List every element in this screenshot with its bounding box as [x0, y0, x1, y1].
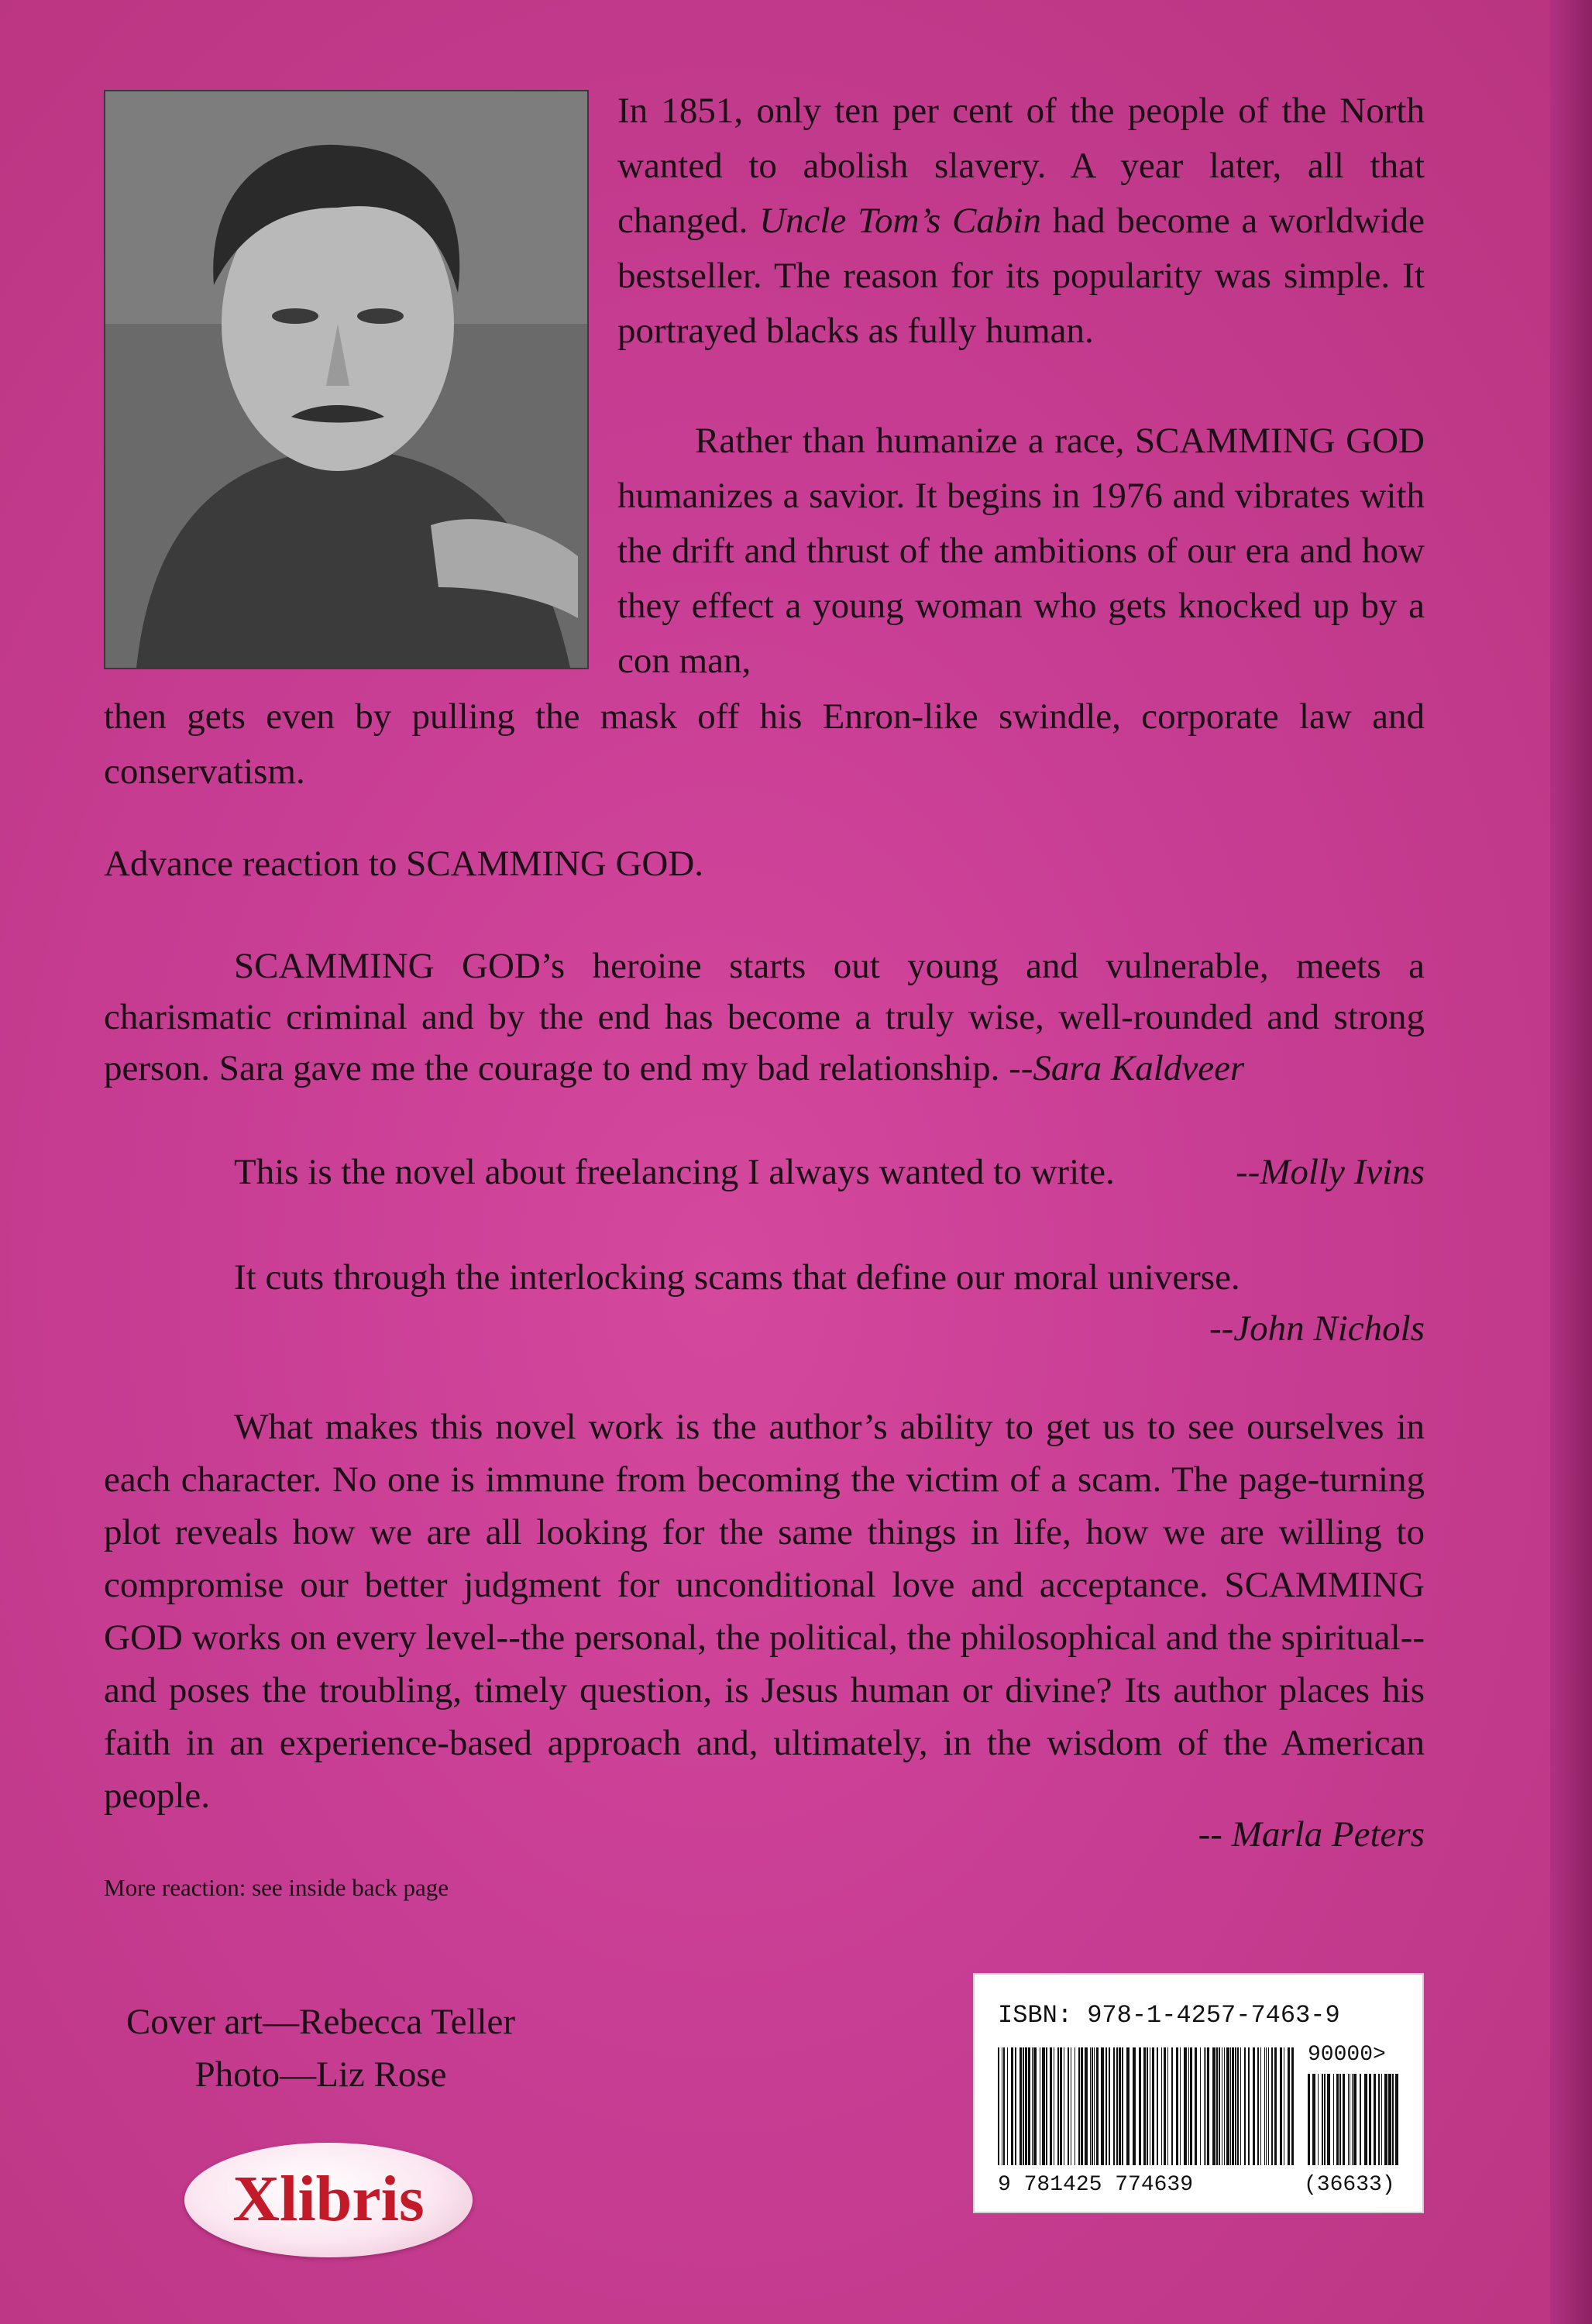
back-cover: In 1851, only ten per cent of the people of the North wanted to abolish slavery. A year later, all that changed. Uncle Tom’s Cabin had become a worldwide bestseller. The reason for its popularity was simple. It portrayed blacks as fully human. Rather than humanize a race, SCAMMING GOD humanizes a savior. It begins in 1976 and vibrates with the drift and thrust of the ambitions of our era and how they effect a young woman who gets knocked up by a con man, then gets even by pulling the mask off his Enron-like swindle, corporate law and conservatism. Advance reaction to SCAMMING GOD. SCAMMING GOD’s heroine starts out young and vulnerable, meets a charismatic criminal and by the end has become a truly wise, well-rounded and strong person. Sara gave me the courage to end my bad relationship. --Sara Kaldveer This is the novel about freelancing I always wanted to write. --Molly Ivins It cuts through the interlocking scams that define our moral universe. --John Nichols What makes this novel work is the author’s ability to get us to see ourselves in each character. No one is immune from becoming the victim of a scam. The page-turning plot reveals how we are all looking for the same things in life, how we are willing to compromise our better judgment for unconditional love and acceptance. SCAMMING GOD works on every level--the personal, the political, the philosophical and the spiritual--and poses the troubling, timely question, is Jesus human or divine? Its author places his faith in an experience-based approach and, ultimately, in the wisdom of the American people. -- Marla Peters More reaction: see inside back page Cover art—Rebecca Teller Photo—Liz Rose Xlibris ISBN: 978-1-4257-7463-9 90000> 9 781425 774639 (36633) — [0, 0, 1592, 2324]
isbn-barcode — [973, 1973, 1424, 2213]
barcode-bar — [1384, 2074, 1387, 2165]
barcode-bar — [1352, 2074, 1353, 2165]
barcode-bar — [1007, 2047, 1008, 2165]
barcode-bar — [1015, 2047, 1016, 2165]
barcode-bar — [1244, 2047, 1246, 2165]
quote-attribution: --Molly Ivins — [1235, 1152, 1425, 1192]
barcode-bar — [1164, 2047, 1166, 2165]
barcode-bar — [1288, 2047, 1290, 2165]
barcode-bar — [1116, 2047, 1118, 2165]
barcode-bar — [1096, 2047, 1099, 2165]
barcode-bar — [1291, 2047, 1294, 2165]
barcode-bar — [998, 2047, 999, 2165]
quote-attribution: --John Nichols — [1209, 1308, 1425, 1349]
publisher-logo: Xlibris — [184, 2143, 473, 2257]
barcode-bar — [1327, 2074, 1330, 2165]
barcode-bar — [1353, 2074, 1356, 2165]
barcode-bar — [1126, 2047, 1130, 2165]
quote-sara-kaldveer: SCAMMING GOD’s heroine starts out young and vulnerable, meets a charismatic criminal and by the end has become a truly wise, well-rounded and strong person. Sara gave me the courage to end my bad relationship. --Sara Kaldveer — [104, 946, 1425, 1088]
barcode-bar — [1139, 2047, 1141, 2165]
barcode-bar — [1042, 2047, 1045, 2165]
author-photo — [104, 90, 589, 669]
barcode-bar — [1032, 2047, 1033, 2165]
barcode-bar — [1312, 2074, 1315, 2165]
barcode-bar — [1235, 2047, 1236, 2165]
barcode-bar — [1271, 2047, 1273, 2165]
barcode-bar — [1268, 2047, 1269, 2165]
barcode-bar — [1226, 2047, 1229, 2165]
barcode-code: (36633) — [1304, 2173, 1395, 2197]
isbn-number: ISBN: 978-1-4257-7463-9 — [998, 2001, 1340, 2030]
addon-barcode-bars — [1308, 2074, 1401, 2165]
barcode-bar — [1090, 2047, 1091, 2165]
barcode-bar — [1046, 2047, 1047, 2165]
barcode-bar — [1264, 2047, 1265, 2165]
barcode-bar — [1378, 2074, 1380, 2165]
barcode-bar — [1033, 2047, 1037, 2165]
barcode-bar — [1057, 2047, 1059, 2165]
barcode-bar — [1113, 2047, 1115, 2165]
barcode-bar — [1224, 2047, 1225, 2165]
barcode-bar — [1322, 2074, 1323, 2165]
intro-paragraph-1: In 1851, only ten per cent of the people of the North wanted to abolish slavery. A year later, all that changed. Uncle Tom’s Cabin had become a worldwide bestseller. The reason for its popularity was simple. It portrayed blacks as fully human. — [617, 91, 1425, 351]
barcode-bar — [1025, 2047, 1027, 2165]
barcode-bar — [1023, 2047, 1024, 2165]
cover-art-credit: Cover art—Rebecca Teller — [126, 2002, 516, 2042]
barcode-bar — [1147, 2047, 1148, 2165]
advance-reaction-heading: Advance reaction to SCAMMING GOD. — [104, 844, 704, 884]
barcode-bar — [1119, 2047, 1121, 2165]
barcode-bar — [1324, 2074, 1326, 2165]
barcode-bar — [1176, 2047, 1178, 2165]
barcode-bar — [1253, 2047, 1255, 2165]
more-reaction-note: More reaction: see inside back page — [104, 1874, 449, 1901]
barcode-bar — [1374, 2074, 1376, 2165]
ean-digits: 9 781425 774639 — [998, 2173, 1194, 2197]
ean-barcode-bars — [998, 2047, 1294, 2165]
barcode-bar — [1360, 2074, 1361, 2165]
quote-attribution: --Sara Kaldveer — [1009, 1048, 1245, 1088]
barcode-bar — [1248, 2047, 1250, 2165]
barcode-bar — [1205, 2047, 1206, 2165]
barcode-bar — [1237, 2047, 1239, 2165]
barcode-bar — [1068, 2047, 1069, 2165]
barcode-bar — [1143, 2047, 1146, 2165]
barcode-bar — [1200, 2047, 1201, 2165]
barcode-bar — [1133, 2047, 1136, 2165]
barcode-bar — [1157, 2047, 1158, 2165]
barcode-bar — [1180, 2047, 1181, 2165]
barcode-bar — [1333, 2074, 1334, 2165]
barcode-bar — [1094, 2047, 1095, 2165]
barcode-bar — [1028, 2047, 1030, 2165]
barcode-bar — [1019, 2047, 1022, 2165]
barcode-bar — [1050, 2047, 1052, 2165]
barcode-bar — [1260, 2047, 1261, 2165]
price-addon-number: 90000> — [1308, 2043, 1386, 2067]
barcode-bar — [1003, 2047, 1005, 2165]
barcode-bar — [1101, 2047, 1104, 2165]
barcode-bar — [1060, 2047, 1062, 2165]
quote-marla-peters: What makes this novel work is the author’s ability to get us to see ourselves in each character. No one is immune from becoming the victim of a scam. The page-turning plot reveals how we are all looking for the same things in life, how we are willing to compromise our better judgment for unconditional love and acceptance. SCAMMING GOD works on every level--the personal, the political, the philosophical and the spiritual--and poses the troubling, timely question, is Jesus human or divine? Its author places his faith in an experience-based approach and, ultimately, in the wisdom of the American people. — [104, 1407, 1425, 1816]
barcode-bar — [1212, 2047, 1215, 2165]
quote-john-nichols: It cuts through the interlocking scams that define our moral universe. --John Nichols — [234, 1252, 1425, 1354]
barcode-bar — [1161, 2047, 1162, 2165]
barcode-bar — [1195, 2047, 1197, 2165]
barcode-bar — [1336, 2074, 1339, 2165]
barcode-bar — [1171, 2047, 1173, 2165]
barcode-bar — [1122, 2047, 1123, 2165]
barcode-bar — [1343, 2074, 1345, 2165]
intro-paragraph-2-continued: then gets even by pulling the mask off his Enron-like swindle, corporate law and conservatism. — [104, 696, 1425, 792]
barcode-bar — [1216, 2047, 1218, 2165]
barcode-bar — [1308, 2074, 1310, 2165]
barcode-bar — [1381, 2074, 1382, 2165]
spine-edge — [1550, 0, 1592, 2324]
barcode-bar — [1207, 2047, 1209, 2165]
barcode-bar — [1190, 2047, 1192, 2165]
book-title-uncle-toms-cabin: Uncle Tom’s Cabin — [759, 201, 1041, 241]
barcode-bar — [1348, 2074, 1349, 2165]
barcode-bar — [1188, 2047, 1189, 2165]
quote-attribution: -- Marla Peters — [1198, 1814, 1425, 1855]
barcode-bar — [1266, 2047, 1267, 2165]
barcode-bar — [1339, 2074, 1341, 2165]
barcode-bar — [1078, 2047, 1080, 2165]
barcode-bar — [1230, 2047, 1231, 2165]
barcode-bar — [1152, 2047, 1154, 2165]
barcode-bar — [1109, 2047, 1110, 2165]
barcode-bar — [1092, 2047, 1093, 2165]
barcode-bar — [1388, 2074, 1391, 2165]
credits — [104, 1996, 538, 2101]
intro-paragraph-2: Rather than humanize a race, SCAMMING GOD humanizes a savior. It begins in 1976 and vibrates with the drift and thrust of the ambitions of our era and how they effect a young woman who gets knocked up by a con man, — [617, 421, 1425, 681]
barcode-bar — [1204, 2047, 1205, 2165]
barcode-bar — [1369, 2074, 1371, 2165]
photo-credit: Photo—Liz Rose — [194, 2054, 447, 2095]
barcode-bar — [1219, 2047, 1220, 2165]
barcode-bar — [1392, 2074, 1394, 2165]
barcode-bar — [1280, 2047, 1282, 2165]
barcode-bar — [1085, 2047, 1088, 2165]
barcode-bar — [1274, 2047, 1277, 2165]
barcode-bar — [1232, 2047, 1234, 2165]
barcode-bar — [1105, 2047, 1107, 2165]
barcode-bar — [1081, 2047, 1083, 2165]
barcode-bar — [1167, 2047, 1168, 2165]
barcode-bar — [1318, 2074, 1319, 2165]
barcode-bar — [1395, 2074, 1398, 2165]
barcode-bar — [1011, 2047, 1013, 2165]
barcode-bar — [1240, 2047, 1241, 2165]
barcode-bar — [1257, 2047, 1259, 2165]
barcode-bar — [1364, 2074, 1367, 2165]
barcode-bar — [1184, 2047, 1187, 2165]
